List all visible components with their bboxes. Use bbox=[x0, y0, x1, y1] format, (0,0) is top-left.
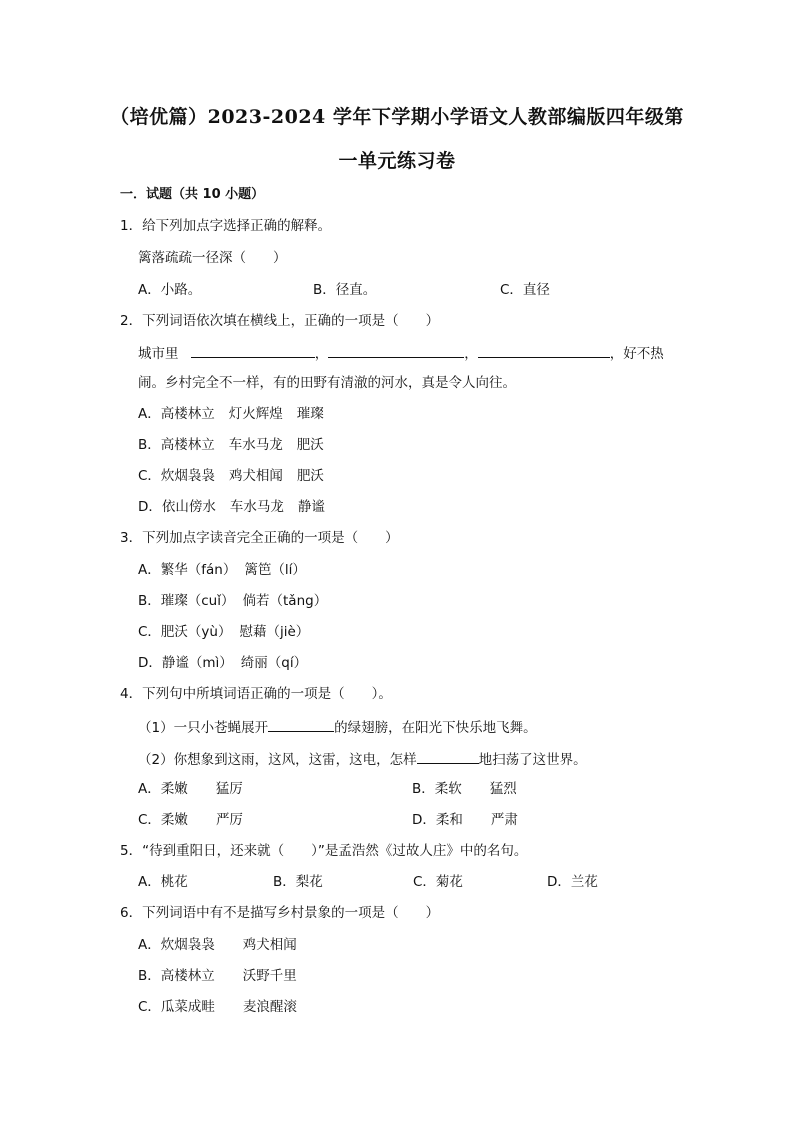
q4-a-2: 猛厉 bbox=[215, 781, 243, 797]
q4-blank-2 bbox=[417, 748, 479, 764]
q3-a-2: 篱笆（lí） bbox=[244, 562, 306, 578]
q1-text: 篱落疏疏一径深（ ） bbox=[138, 250, 287, 266]
q3-option-c bbox=[138, 622, 309, 642]
q2-sentence-line1 bbox=[138, 342, 664, 364]
q2-a-1: A．高楼林立 bbox=[138, 406, 215, 422]
q2-b-1: B．高楼林立 bbox=[138, 437, 215, 453]
q5-option-d: D．兰花 bbox=[547, 874, 598, 890]
q6-option-a bbox=[138, 935, 297, 955]
q5-option-b: B．梨花 bbox=[273, 874, 323, 890]
q1-option-b: B．径直。 bbox=[313, 282, 377, 298]
q2-option-c bbox=[138, 466, 324, 486]
q2-c-1: C．炊烟袅袅 bbox=[138, 468, 215, 484]
q3-option-d bbox=[138, 653, 307, 673]
q2-d-1: D．依山傍水 bbox=[138, 499, 216, 515]
q2-option-a bbox=[138, 404, 324, 424]
q6-option-b bbox=[138, 966, 297, 986]
q2-text-tail: ，好不热 bbox=[609, 346, 664, 362]
q4-stem: 4．下列句中所填词语正确的一项是（ ）。 bbox=[120, 686, 392, 702]
q1-stem: 1．给下列加点字选择正确的解释。 bbox=[120, 218, 332, 234]
q2-option-b bbox=[138, 435, 324, 455]
q5-option-c: C．菊花 bbox=[413, 874, 463, 890]
q3-c-1: C．肥沃（yù） bbox=[138, 624, 232, 640]
q5-stem: 5．“待到重阳日，还来就（ ）”是孟浩然《过故人庄》中的名句。 bbox=[120, 843, 528, 859]
q6-c-2: 麦浪醒滚 bbox=[242, 999, 297, 1015]
q2-d-3: 静谧 bbox=[297, 499, 325, 515]
q3-d-1: D．静谧（mì） bbox=[138, 655, 233, 671]
q4-c-2: 严厉 bbox=[215, 812, 243, 828]
q4-sentence-1 bbox=[138, 716, 537, 738]
q4-c-1: C．柔嫩 bbox=[138, 812, 188, 828]
q2-c-3: 肥沃 bbox=[296, 468, 324, 484]
q3-b-1: B．璀璨（cuǐ） bbox=[138, 593, 235, 609]
q1-option-a: A．小路。 bbox=[138, 282, 202, 298]
q6-a-1: A．炊烟袅袅 bbox=[138, 937, 215, 953]
q4-b-1: B．柔软 bbox=[412, 781, 462, 797]
q5-option-a: A．桃花 bbox=[138, 874, 188, 890]
q2-a-2: 灯火辉煌 bbox=[228, 406, 283, 422]
q4-d-2: 严肃 bbox=[490, 812, 518, 828]
q6-b-1: B．高楼林立 bbox=[138, 968, 215, 984]
q3-a-1: A．繁华（fán） bbox=[138, 562, 237, 578]
q4-blank-1 bbox=[268, 716, 334, 732]
q4-option-b bbox=[412, 779, 517, 799]
q6-a-2: 鸡犬相闻 bbox=[242, 937, 297, 953]
q3-stem: 3．下列加点字读音完全正确的一项是（ ） bbox=[120, 530, 399, 546]
q6-option-c bbox=[138, 997, 297, 1017]
q4-option-c bbox=[138, 810, 243, 830]
q4-s1-start: （1）一只小苍蝇展开 bbox=[138, 720, 269, 736]
q2-blank-1 bbox=[191, 342, 315, 358]
q6-b-2: 沃野千里 bbox=[242, 968, 297, 984]
q3-b-2: 倘若（tǎng） bbox=[242, 593, 328, 609]
q6-c-1: C．瓜菜成畦 bbox=[138, 999, 215, 1015]
q2-d-2: 车水马龙 bbox=[229, 499, 284, 515]
q2-b-3: 肥沃 bbox=[296, 437, 324, 453]
q4-option-d bbox=[412, 810, 518, 830]
q2-blank-2 bbox=[328, 342, 464, 358]
q6-stem: 6．下列词语中有不是描写乡村景象的一项是（ ） bbox=[120, 905, 440, 921]
document-title-line1: （培优篇）2023-2024 学年下学期小学语文人教部编版四年级第 bbox=[110, 106, 684, 128]
q3-option-b bbox=[138, 591, 327, 611]
q1-option-c: C．直径 bbox=[500, 282, 550, 298]
q4-b-2: 猛烈 bbox=[489, 781, 517, 797]
section-heading: 一．试题（共 10 小题） bbox=[120, 187, 265, 202]
q2-a-3: 璀璨 bbox=[296, 406, 324, 422]
q2-sep-1: ， bbox=[314, 346, 329, 362]
q2-sentence-line2: 闹。乡村完全不一样，有的田野有清澈的河水，真是令人向往。 bbox=[138, 375, 516, 391]
q3-d-2: 绮丽（qí） bbox=[240, 655, 308, 671]
q3-c-2: 慰藉（jiè） bbox=[239, 624, 310, 640]
q2-stem: 2．下列词语依次填在横线上，正确的一项是（ ） bbox=[120, 313, 440, 329]
q4-sentence-2 bbox=[138, 748, 587, 770]
q2-blank-3 bbox=[478, 342, 610, 358]
q2-sep-2: ， bbox=[464, 346, 478, 362]
q4-a-1: A．柔嫩 bbox=[138, 781, 188, 797]
document-title-line2: 一单元练习卷 bbox=[338, 150, 456, 172]
q2-c-2: 鸡犬相闻 bbox=[228, 468, 283, 484]
q4-d-1: D．柔和 bbox=[412, 812, 463, 828]
q4-s2-end: 地扫荡了这世界。 bbox=[478, 752, 587, 768]
q2-option-d bbox=[138, 497, 325, 517]
q4-s1-end: 的绿翅膀，在阳光下快乐地飞舞。 bbox=[334, 720, 537, 736]
q4-s2-start: （2）你想象到这雨，这风，这雷，这电，怎样 bbox=[138, 752, 417, 768]
q2-text-start: 城市里 bbox=[138, 346, 179, 362]
q3-option-a bbox=[138, 560, 306, 580]
q4-option-a bbox=[138, 779, 243, 799]
q2-b-2: 车水马龙 bbox=[228, 437, 283, 453]
